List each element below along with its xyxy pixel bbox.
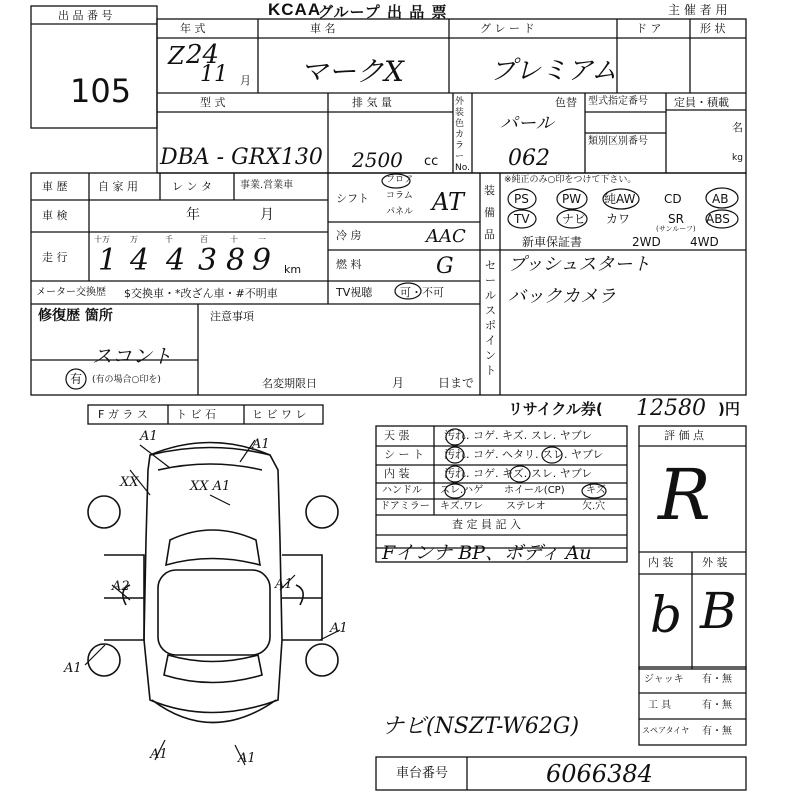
equip-4wd: 4WD [690,235,719,249]
digit-header-1k: 千 [165,235,173,244]
reg-day: 日まで [438,376,475,390]
damage-mark: A1 [64,661,82,676]
condition-text: 汚れ. コゲ. キズ. スレ. ヤブレ [444,467,593,480]
shift-label: シフト [336,192,369,205]
mileage-digit: 8 [226,243,246,278]
equip-pw: PW [562,192,582,206]
exterior-grade: B [700,582,737,640]
equip-leather: カワ [606,212,631,226]
fuel-value: G [436,254,454,279]
equip-warranty: 新車保証書 [522,235,583,249]
km-unit: km [284,263,302,276]
shape-label: 形 状 [700,22,726,35]
mileage-digit: 4 [130,243,150,278]
exterior-label: 外 装 [702,556,728,569]
handle-text: スレ.ハゲ [440,485,484,496]
tool-label: ジャッキ [644,674,684,685]
tool-label: 工 具 [648,700,672,711]
fuel-label: 燃 料 [336,258,362,271]
displacement-value: 2500 [352,148,403,172]
color-code: 062 [508,146,550,171]
mileage-digit: 1 [98,243,118,278]
crack-label: ヒ ビ ワ レ [252,408,307,421]
shift-column: コラム [386,191,413,201]
mirror-text: キズ.ワレ [440,501,483,512]
damage-mark: A1 [150,747,168,762]
capacity-label: 定員・積載 [674,96,729,109]
reg-month: 月 [392,376,405,390]
cc-unit: cc [424,154,439,169]
interior-label: 内 装 [648,556,674,569]
equip-abs: ABS [706,212,730,226]
mirror-label: ドアミラー [380,501,430,512]
tool-value: 有・無 [702,726,732,737]
interior-grade: b [650,586,683,644]
damage-mark: XX A1 [190,479,231,494]
car-name: マークX [300,55,404,88]
repair-note: (有の場合○印を) [92,375,161,385]
inspection-year-unit: 年 [186,207,200,223]
ac-value: AAC [426,226,466,247]
history-option-rental: レ ン タ [172,180,212,193]
condition-label: 内 装 [384,467,410,480]
condition-text: 汚れ. コゲ. キズ. スレ. ヤブレ [444,429,593,442]
recycle-unit: )円 [718,400,740,418]
mileage-digit: 3 [198,243,218,278]
equip-aw: 純AW [604,192,636,206]
history-option-private: 自 家 用 [98,180,138,193]
exterior-color-label: 外装色カラーNo. [455,97,470,173]
notes-label: 注意事項 [210,310,254,323]
glass-label: F ガ ラ ス [98,408,148,421]
recycle-label: リサイクル券( [508,400,603,418]
type-cert-label: 型式指定番号 [588,96,648,107]
displacement-label: 排 気 量 [352,96,392,109]
ac-label: 冷 房 [336,229,362,242]
color-label: 色替 [555,96,577,109]
tool-value: 有・無 [702,700,732,711]
handle-label: ハンドル [382,485,422,496]
model-code: DBA - GRX130 [160,145,323,170]
inspection-label: 車 検 [42,209,68,222]
mileage-digit: 9 [252,243,272,278]
grade-label: グ レ ー ド [480,22,535,35]
digit-header-1: 一 [258,235,266,244]
chip-label: ト ビ 石 [176,408,216,421]
sunroof-note: (サンルーフ) [656,225,696,233]
rating-label: 評 価 点 [664,429,704,442]
year-prefix: Z [168,42,185,70]
form-title: グループ 出 品 票 [318,3,448,21]
door-label: ド ア [636,22,662,35]
organizer-label: 主 催 者 用 [668,3,728,17]
meter-options: $交換車・*改ざん車・#不明車 [124,287,278,300]
chassis-number: 6066384 [546,760,653,788]
class-label: 類別区別番号 [588,136,648,147]
weight-unit: kg [732,153,743,163]
damage-mark: A1 [252,437,270,452]
repair-yes-mark: 有 [70,372,83,386]
damage-mark: A2 [112,579,130,594]
damage-mark: A1 [140,429,158,444]
month-value: 11 [200,62,228,87]
lot-number-label: 出 品 番 号 [58,9,113,22]
tv-options: 可・不可 [400,286,444,299]
wheel-text: キズ [586,485,606,496]
digit-header-100: 百 [200,235,208,244]
lot-number: 105 [70,72,132,110]
sales-point: プッシュスタート [508,254,651,275]
digit-header-10: 十 [230,235,238,244]
condition-text: 汚れ. コゲ. ヘタリ. スレ. ヤブレ [444,448,604,461]
navi-note: ナビ(NSZT-W62G) [382,714,580,739]
inspector-note: Fインナ BP、ボディ Au [382,542,592,564]
month-unit: 月 [240,74,251,87]
sales-point: バックカメラ [508,286,616,307]
reg-deadline-label: 名変期限日 [262,377,317,390]
capacity-unit: 名 [732,121,743,134]
equip-note: ※純正のみ○印をつけて下さい。 [504,175,637,185]
car-name-label: 車 名 [310,22,336,35]
equip-cd: CD [664,192,682,206]
damage-mark: XX [120,475,139,490]
sales-point-label: セールスポイント [485,259,496,377]
digit-header-100k: 十万 [94,235,110,244]
equip-navi: ナビ [562,212,587,226]
shift-value: AT [432,188,465,216]
year-value: 24 [186,40,220,70]
condition-label: 天 張 [384,429,410,442]
tool-value: 有・無 [702,674,732,685]
shift-panel: パネル [386,207,414,217]
grade-value: プレミアム [490,56,618,86]
form-title-brand: KCAA [268,0,322,19]
color-text: パール [500,113,554,134]
meter-label: メーター交換歴 [36,287,106,298]
equip-label: 装備品 [484,184,495,241]
digit-header-10k: 万 [130,235,138,244]
history-label: 車 歴 [42,180,68,193]
mileage-digit: 4 [166,243,186,278]
equip-sr: SR [668,212,684,226]
mileage-label: 走 行 [42,251,68,264]
equip-2wd: 2WD [632,235,661,249]
repair-label: 修復歴 箇所 [38,308,113,324]
chassis-label: 車台番号 [396,766,449,781]
repair-value: スコント [92,344,172,368]
model-label: 型 式 [200,96,226,109]
tv-label: TV視聴 [336,286,373,299]
damage-mark: A1 [238,751,256,766]
wheel-label: ホイール(CP) [504,485,565,496]
history-option-business: 事業.営業車 [240,180,294,191]
equip-tv: TV [514,212,530,226]
tool-label: スペアタイヤ [642,726,690,735]
damage-mark: A1 [330,621,348,636]
inspector-label: 査 定 員 記 入 [452,518,521,531]
rating-score: R [658,454,711,536]
year-label: 年 式 [180,22,206,35]
stereo-label: ステレオ [506,501,546,512]
stereo-text: 欠.穴 [582,501,606,512]
shift-floor: フロア [386,175,414,185]
condition-label: シ ー ト [384,448,424,461]
inspection-month-unit: 月 [260,207,274,223]
damage-mark: A1 [275,577,293,592]
recycle-value: 12580 [636,396,706,421]
equip-ps: PS [514,192,529,206]
equip-ab: AB [712,192,729,206]
